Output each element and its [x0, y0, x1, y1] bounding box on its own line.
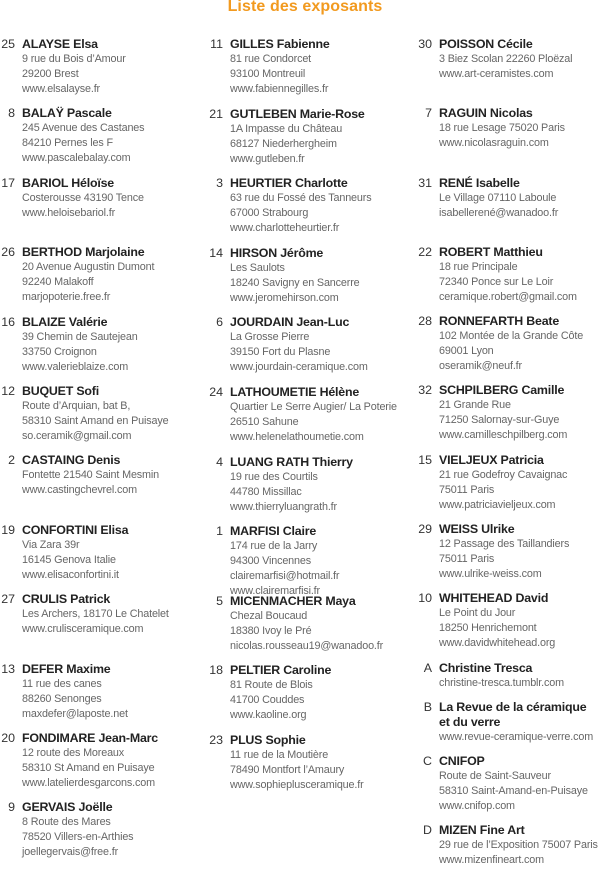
exhibitor-address-line: 72340 Ponce sur Le Loir — [439, 275, 554, 288]
booth-number: A — [423, 660, 432, 675]
exhibitor-entry — [0, 245, 205, 314]
exhibitor-name: HEURTIER Charlotte — [230, 176, 348, 191]
exhibitor-address-line: 58310 St Amand en Puisaye — [22, 761, 155, 774]
exhibitor-contact-link[interactable]: www.patriciavieljeux.com — [439, 498, 556, 511]
exhibitor-entry — [208, 246, 413, 316]
exhibitor-contact-link[interactable]: www.jeromehirson.com — [230, 291, 339, 304]
exhibitor-address-line: 41700 Couddes — [230, 694, 305, 707]
exhibitor-address-line: 8 Route des Mares — [22, 816, 111, 829]
exhibitor-contact-link[interactable]: ceramique.robert@gmail.com — [439, 290, 577, 303]
exhibitor-name: GERVAIS Joëlle — [22, 800, 113, 815]
exhibitor-address-line: 39 Chemin de Sautejean — [22, 330, 138, 343]
exhibitor-address-line: 94300 Vincennes — [230, 555, 311, 568]
exhibitor-entry — [208, 524, 413, 598]
exhibitor-address-line: 33750 Croignon — [22, 345, 97, 358]
exhibitor-name: BALAŸ Pascale — [22, 106, 112, 121]
booth-number: D — [423, 822, 432, 837]
exhibitor-name: WEISS Ulrike — [439, 522, 515, 537]
booth-number: 8 — [8, 106, 15, 121]
exhibitor-address-line: 21 rue Godefroy Cavaignac — [439, 468, 568, 481]
exhibitor-name: CNIFOP — [439, 753, 485, 768]
exhibitor-address-line: 102 Montée de la Grande Côte — [439, 330, 584, 343]
exhibitor-address-line: 18240 Savigny en Sancerre — [230, 276, 360, 289]
exhibitor-address-line: 18 rue Lesage 75020 Paris — [439, 122, 565, 135]
exhibitor-entry — [417, 245, 610, 314]
exhibitor-name: GUTLEBEN Marie-Rose — [230, 106, 365, 121]
exhibitor-contact-link[interactable]: nicolas.rousseau19@wanadoo.fr — [230, 639, 384, 652]
booth-number: 32 — [418, 383, 432, 398]
column-3 — [417, 37, 610, 892]
exhibitor-name: ROBERT Matthieu — [439, 244, 543, 259]
exhibitor-address-line: 92240 Malakoff — [22, 276, 94, 289]
exhibitor-name: GILLES Fabienne — [230, 37, 330, 51]
exhibitor-name: MIZEN Fine Art — [439, 822, 525, 837]
booth-number: 4 — [216, 454, 223, 469]
exhibitor-contact-link[interactable]: so.ceramik@gmail.com — [22, 429, 132, 442]
exhibitor-name: DEFER Maxime — [22, 661, 111, 676]
exhibitor-name: FONDIMARE Jean-Marc — [22, 730, 158, 745]
exhibitor-contact-link[interactable]: www.thierryluangrath.fr — [230, 500, 337, 513]
exhibitor-name: LUANG RATH Thierry — [230, 454, 353, 469]
booth-number: 26 — [1, 245, 15, 260]
booth-number: 20 — [1, 730, 15, 745]
booth-number: 2 — [8, 453, 15, 468]
exhibitor-entry — [208, 107, 413, 177]
exhibitor-contact-link[interactable]: www.elsalayse.fr — [22, 83, 101, 95]
booth-number: 25 — [1, 37, 15, 51]
exhibitor-entry — [0, 453, 205, 522]
exhibitor-address-line: 16145 Genova Italie — [22, 553, 116, 566]
booth-number: 27 — [1, 592, 15, 607]
exhibitor-name: BARIOL Héloïse — [22, 175, 114, 190]
booth-number: 29 — [418, 522, 432, 537]
exhibitor-address-line: 18250 Henrichemont — [439, 622, 537, 635]
exhibitor-address-line: 1A Impasse du Château — [230, 122, 343, 135]
exhibitor-address-line: Chezal Boucaud — [230, 609, 308, 622]
exhibitor-address-line: 174 rue de la Jarry — [230, 540, 318, 553]
exhibitor-address-line: 29 rue de l’Exposition 75007 Paris — [439, 838, 598, 851]
exhibitor-entry — [0, 731, 205, 800]
exhibitor-contact-link[interactable]: www.davidwhitehead.org — [439, 637, 556, 650]
exhibitor-contact-link[interactable]: www.castingchevrel.com — [22, 484, 137, 497]
exhibitor-entry — [0, 662, 205, 731]
exhibitor-contact-link[interactable]: www.fabiennegilles.fr — [230, 83, 329, 95]
exhibitor-entry — [417, 591, 610, 660]
exhibitor-name-continued: et du verre — [439, 714, 501, 729]
exhibitor-entry — [208, 315, 413, 385]
exhibitor-address-line: 58310 Saint Amand en Puisaye — [22, 414, 169, 427]
exhibitor-contact-link[interactable]: www.elisaconfortini.it — [22, 568, 119, 581]
booth-number: 1 — [216, 524, 223, 539]
exhibitor-address-line: Le Point du Jour — [439, 607, 516, 620]
exhibitor-address-line: 9 rue du Bois d’Amour — [22, 53, 126, 65]
booth-number: 11 — [210, 37, 223, 51]
exhibitor-contact-link[interactable]: www.gutleben.fr — [230, 152, 305, 165]
exhibitor-contact-link[interactable]: www.nicolasraguin.com — [439, 137, 549, 150]
exhibitor-contact-link[interactable]: clairemarfisi@hotmail.fr — [230, 570, 340, 583]
exhibitor-contact-link[interactable]: www.cnifop.com — [439, 799, 515, 812]
exhibitor-address-line: 19 rue des Courtils — [230, 470, 318, 483]
exhibitor-contact-link[interactable]: www.clairemarfisi.fr — [230, 585, 320, 598]
exhibitor-name: MARFISI Claire — [230, 524, 317, 539]
booth-number: 14 — [209, 245, 223, 260]
booth-number: 9 — [8, 800, 15, 815]
exhibitor-address-line: 81 Route de Blois — [230, 679, 313, 692]
exhibitor-entry — [208, 37, 413, 107]
exhibitor-name: CRULIS Patrick — [22, 592, 111, 607]
exhibitor-entry — [417, 661, 610, 700]
exhibitor-name: RENÉ Isabelle — [439, 175, 520, 190]
exhibitor-address-line: 71250 Salornay-sur-Guye — [439, 414, 560, 427]
exhibitor-address-line: 68127 Niederhergheim — [230, 137, 337, 150]
booth-number: 15 — [418, 452, 432, 467]
booth-number: 18 — [209, 663, 223, 678]
exhibitor-entry — [0, 37, 205, 106]
exhibitor-contact-link[interactable]: www.sophieplusceramique.fr — [230, 778, 364, 791]
exhibitor-address-line: 18 rue Principale — [439, 260, 518, 273]
exhibitor-contact-link[interactable]: www.helenelathoumetie.com — [230, 430, 364, 443]
exhibitor-entry — [208, 733, 413, 803]
booth-number: 22 — [418, 244, 432, 259]
exhibitor-contact-link[interactable]: www.art-ceramistes.com — [439, 68, 554, 80]
exhibitor-entry — [0, 106, 205, 175]
exhibitor-name: La Revue de la céramique — [439, 699, 587, 714]
exhibitor-address-line: 26510 Sahune — [230, 415, 299, 428]
exhibitor-entry — [0, 176, 205, 245]
exhibitor-address-line: La Grosse Pierre — [230, 331, 310, 344]
booth-number: 5 — [216, 593, 223, 608]
exhibitor-address-line: 11 rue des canes — [22, 677, 102, 690]
exhibitor-name: BERTHOD Marjolaine — [22, 245, 145, 260]
exhibitor-entry — [417, 453, 610, 522]
exhibitor-contact-link[interactable]: www.ulrike-weiss.com — [439, 568, 542, 581]
exhibitor-address-line: 58310 Saint-Amand-en-Puisaye — [439, 784, 588, 797]
exhibitor-address-line: 29200 Brest — [22, 68, 79, 80]
exhibitor-address-line: 84210 Pernes les F — [22, 137, 113, 150]
exhibitor-entry — [0, 384, 205, 453]
booth-number: 28 — [418, 314, 432, 329]
exhibitor-address-line: 245 Avenue des Castanes — [22, 122, 145, 135]
exhibitor-name: VIELJEUX Patricia — [439, 452, 544, 467]
booth-number: 21 — [209, 106, 223, 121]
exhibitor-contact-link[interactable]: www.pascalebalay.com — [22, 152, 131, 165]
column-1 — [0, 37, 205, 870]
exhibitor-entry — [208, 455, 413, 525]
exhibitor-address-line: 12 route des Moreaux — [22, 746, 125, 759]
exhibitor-name: LATHOUMETIE Hélène — [230, 384, 360, 399]
exhibitor-address-line: 20 Avenue Augustin Dumont — [22, 261, 155, 274]
exhibitor-name: JOURDAIN Jean-Luc — [230, 315, 350, 330]
booth-number: 23 — [209, 732, 223, 747]
exhibitor-entry — [0, 800, 205, 869]
booth-number: 19 — [1, 522, 15, 537]
exhibitor-contact-link[interactable]: www.charlotteheurtier.fr — [230, 222, 340, 235]
exhibitor-address-line: Via Zara 39r — [22, 538, 80, 551]
exhibitor-entry — [417, 383, 610, 452]
exhibitor-entry — [208, 663, 413, 733]
page-title: Liste des exposants — [227, 0, 383, 15]
exhibitor-name: MICENMACHER Maya — [230, 593, 356, 608]
exhibitor-name: RONNEFARTH Beate — [439, 314, 560, 329]
exhibitor-address-line: 63 rue du Fossé des Tanneurs — [230, 192, 372, 205]
exhibitor-contact-link[interactable]: www.kaoline.org — [230, 709, 307, 722]
exhibitor-contact-link[interactable]: www.revue-ceramique-verre.com — [439, 730, 594, 743]
exhibitor-contact-link[interactable]: www.mizenfineart.com — [439, 853, 545, 866]
exhibitor-address-line: 18380 Ivoy le Pré — [230, 624, 312, 637]
exhibitor-address-line: Fontette 21540 Saint Mesmin — [22, 469, 159, 482]
column-2 — [208, 37, 413, 803]
exhibitor-entry — [417, 176, 610, 245]
exhibitor-name: POISSON Cécile — [439, 37, 533, 51]
exhibitor-contact-link[interactable]: www.crulisceramique.com — [22, 623, 144, 636]
exhibitor-name: Christine Tresca — [439, 660, 533, 675]
exhibitor-contact-link[interactable]: christine-tresca.tumblr.com — [439, 676, 564, 689]
exhibitor-contact-link[interactable]: oseramik@neuf.fr — [439, 360, 522, 373]
exhibitor-contact-link[interactable]: www.latelierdesgarcons.com — [22, 776, 155, 789]
exhibitor-entry — [208, 176, 413, 246]
exhibitor-entry — [208, 594, 413, 664]
exhibitor-address-line: 78520 Villers-en-Arthies — [22, 831, 134, 844]
exhibitor-entry — [417, 700, 610, 754]
exhibitor-entry — [0, 315, 205, 384]
booth-number: 30 — [418, 37, 432, 51]
exhibitor-name: ALAYSE Elsa — [22, 37, 98, 51]
exhibitor-address-line: 12 Passage des Taillandiers — [439, 538, 570, 551]
booth-number: C — [423, 753, 432, 768]
booth-number: 17 — [1, 175, 15, 190]
exhibitor-address-line: 88260 Senonges — [22, 692, 102, 705]
exhibitor-address-line: 69001 Lyon — [439, 345, 494, 358]
booth-number: 12 — [1, 383, 15, 398]
exhibitor-address-line: 44780 Missillac — [230, 485, 302, 498]
exhibitor-address-line: 67000 Strabourg — [230, 207, 309, 220]
exhibitor-address-line: Le Village 07110 Laboule — [439, 191, 557, 204]
exhibitor-name: CONFORTINI Elisa — [22, 522, 129, 537]
exhibitor-address-line: 75011 Paris — [439, 553, 495, 566]
exhibitor-name: SCHPILBERG Camille — [439, 383, 565, 398]
booth-number: 7 — [425, 106, 432, 121]
exhibitor-entry — [0, 592, 205, 661]
exhibitor-name: RAGUIN Nicolas — [439, 106, 533, 121]
exhibitor-address-line: Route de Saint-Sauveur — [439, 769, 551, 782]
booth-number: 6 — [216, 315, 223, 330]
exhibitor-name: HIRSON Jérôme — [230, 245, 324, 260]
exhibitor-contact-link[interactable]: isabellerené@wanadoo.fr — [439, 206, 559, 219]
exhibitor-address-line: 21 Grande Rue — [439, 399, 511, 412]
exhibitor-contact-link[interactable]: marjopoterie.free.fr — [22, 291, 111, 304]
exhibitor-address-line: Les Saulots — [230, 261, 285, 274]
booth-number: 10 — [418, 591, 432, 606]
exhibitor-entry — [417, 314, 610, 383]
booth-number: 3 — [216, 176, 223, 191]
exhibitor-entry — [208, 385, 413, 455]
exhibitor-contact-link[interactable]: maxdefer@laposte.net — [22, 707, 128, 720]
exhibitor-name: CASTAING Denis — [22, 453, 121, 468]
exhibitor-address-line: 93100 Montreuil — [230, 68, 306, 80]
exhibitor-address-line: Les Archers, 18170 Le Chatelet — [22, 608, 169, 621]
exhibitor-entry — [417, 106, 610, 175]
exhibitor-address-line: Costerousse 43190 Tence — [22, 191, 144, 204]
booth-number: 24 — [209, 384, 223, 399]
exhibitor-address-line: 3 Biez Scolan 22260 Ploëzal — [439, 53, 573, 65]
booth-number: 13 — [1, 661, 15, 676]
exhibitor-address-line: 11 rue de la Moutière — [230, 748, 329, 761]
exhibitor-contact-link[interactable]: www.camilleschpilberg.com — [439, 429, 568, 442]
exhibitor-entry — [417, 522, 610, 591]
exhibitor-name: PLUS Sophie — [230, 732, 306, 747]
exhibitor-contact-link[interactable]: www.valerieblaize.com — [22, 360, 129, 373]
exhibitor-contact-link[interactable]: www.jourdain-ceramique.com — [230, 361, 368, 374]
exhibitor-contact-link[interactable]: www.heloisebariol.fr — [22, 206, 116, 219]
exhibitor-entry — [417, 823, 610, 892]
exhibitor-entry — [0, 523, 205, 592]
booth-number: B — [423, 699, 432, 714]
exhibitor-address-line: Quartier Le Serre Augier/ La Poterie — [230, 400, 397, 413]
exhibitor-entry — [417, 37, 610, 106]
exhibitor-name: PELTIER Caroline — [230, 663, 332, 678]
exhibitor-name: BUQUET Sofi — [22, 383, 99, 398]
exhibitor-address-line: 75011 Paris — [439, 483, 495, 496]
booth-number: 31 — [418, 175, 432, 190]
booth-number: 16 — [1, 314, 15, 329]
exhibitor-contact-link[interactable]: joellegervais@free.fr — [22, 846, 119, 859]
exhibitor-address-line: Route d’Arquian, bat B, — [22, 399, 131, 412]
exhibitor-address-line: 39150 Fort du Plasne — [230, 346, 331, 359]
exhibitor-address-line: 81 rue Condorcet — [230, 53, 312, 65]
exhibitor-name: BLAIZE Valérie — [22, 314, 108, 329]
exhibitor-name: WHITEHEAD David — [439, 591, 549, 606]
exhibitor-address-line: 78490 Montfort l’Amaury — [230, 763, 345, 776]
